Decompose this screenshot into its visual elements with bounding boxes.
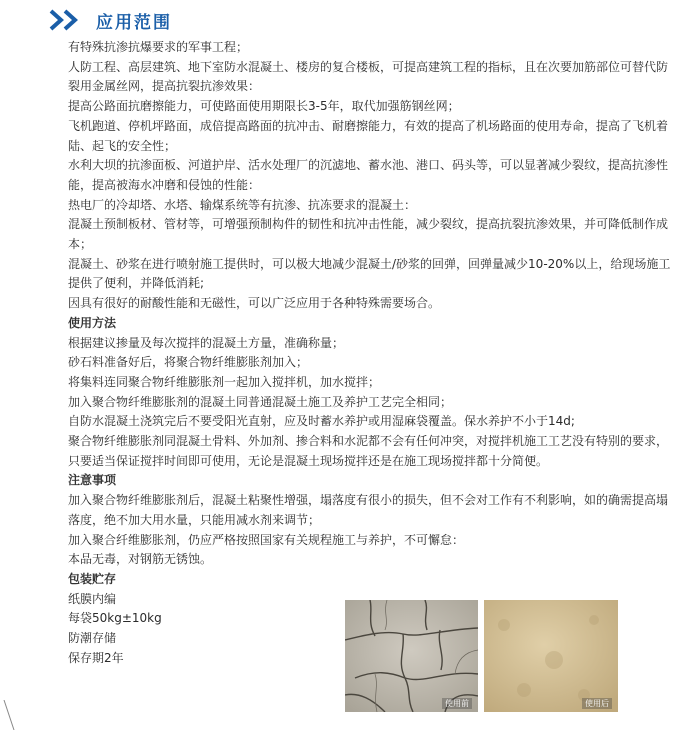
notes-item: 加入聚合物纤维膨胀剂后，混凝土粘聚性增强，塌落度有很小的损失，但不会对工作有不利影响，如的确需提高塌落度，绝不加大用水量，只能用减水剂来调节； xyxy=(68,493,669,527)
application-item: 热电厂的冷却塔、水塔、输煤系统等有抗渗、抗冻要求的混凝土： xyxy=(68,197,417,212)
notes-heading: 注意事项 xyxy=(68,473,117,488)
application-item: 混凝土预制板材、管材等，可增强预制构件的韧性和抗冲击性能，减少裂纹，提高抗裂抗渗效果，并可降低制作成本； xyxy=(68,217,669,252)
packaging-item: 保存期2年 xyxy=(68,650,124,665)
photo-after xyxy=(484,600,618,712)
notes-item: 加入聚合纤维膨胀剂，仍应严格按照国家有关规程施工与养护，不可懈怠： xyxy=(68,532,465,547)
section-header xyxy=(48,4,172,36)
double-chevron-right-icon xyxy=(48,8,84,32)
usage-item: 砂石料准备好后，将聚合物纤维膨胀剂加入； xyxy=(68,355,309,370)
application-item: 人防工程、高层建筑、地下室防水混凝土、楼房的复合楼板，可提高建筑工程的指标，且在次要加筋部位可替代防裂用金属丝网，提高抗裂抗渗效果： xyxy=(68,59,669,94)
application-item: 因具有很好的耐酸性能和无磁性，可以广泛应用于各种特殊需要场合。 xyxy=(68,296,441,311)
decorative-line xyxy=(0,700,24,730)
usage-item: 自防水混凝土浇筑完后不要受阳光直射，应及时蓄水养护或用湿麻袋覆盖。保水养护不小于14d; xyxy=(68,414,575,429)
packaging-item: 每袋50kg±10kg xyxy=(68,611,162,626)
usage-item: 聚合物纤维膨胀剂同混凝土骨料、外加剂、掺合料和水泥都不会有任何冲突，对搅拌机施工工艺没有特别的要求，只要适当保证搅拌时间即可使用，无论是混凝土现场搅拌还是在施工现场搅拌都十分简便。 xyxy=(68,434,669,468)
packaging-item: 防潮存储 xyxy=(68,631,117,646)
application-item: 混凝土、砂浆在进行喷射施工提供时，可以极大地减少混凝土/砂浆的回弹，回弹量减少10-20%以上，给现场施工提供了便利，并降低消耗; xyxy=(68,256,671,291)
application-item: 有特殊抗渗抗爆要求的军事工程； xyxy=(68,40,249,54)
content-body xyxy=(68,38,678,669)
usage-item: 将集料连同聚合物纤维膨胀剂一起加入搅拌机，加水搅拌； xyxy=(68,374,381,389)
packaging-item: 纸膜内编 xyxy=(68,591,117,606)
section-title: 应用范围 xyxy=(96,12,172,33)
packaging-heading: 包装贮存 xyxy=(68,571,117,586)
usage-heading: 使用方法 xyxy=(68,315,117,330)
smooth-concrete-image xyxy=(484,600,618,712)
application-item: 飞机跑道、停机坪路面，成倍提高路面的抗冲击、耐磨擦能力，有效的提高了机场路面的使用寿命，提高了飞机着陆、起飞的安全性； xyxy=(68,118,669,153)
notes-item: 本品无毒，对钢筋无锈蚀。 xyxy=(68,552,213,567)
usage-item: 根据建议掺量及每次搅拌的混凝土方量，准确称量； xyxy=(68,335,345,350)
photo-caption: 使用前 xyxy=(442,698,472,709)
application-item: 水利大坝的抗渗面板、河道护岸、活水处理厂的沉滤地、蓄水池、港口、码头等，可以显著减少裂纹，提高抗渗性能，提高被海水冲磨和侵蚀的性能： xyxy=(68,158,669,192)
usage-item: 加入聚合物纤维膨胀剂的混凝土同普通混凝土施工及养护工艺完全相同； xyxy=(68,394,453,409)
application-item: 提高公路面抗磨擦能力，可使路面使用期限长3-5年，取代加强筋钢丝网； xyxy=(68,99,460,114)
photo-caption: 使用后 xyxy=(582,698,612,709)
photo-before xyxy=(345,600,478,712)
cracked-concrete-image xyxy=(345,600,478,712)
